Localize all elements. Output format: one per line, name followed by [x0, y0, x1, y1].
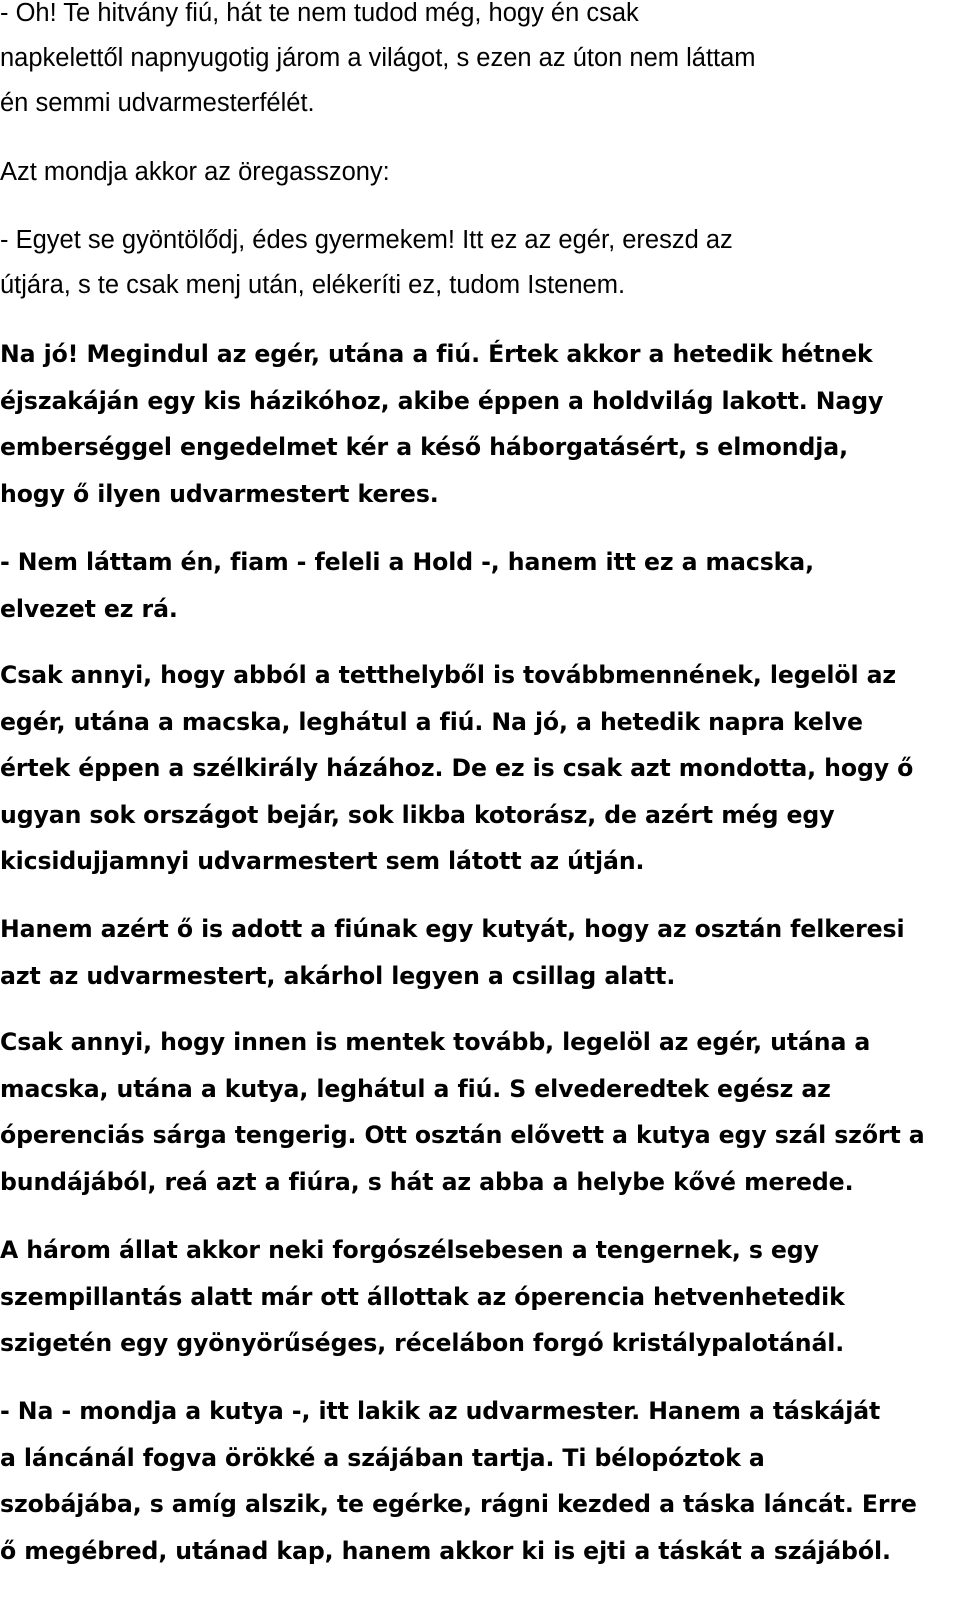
text-line: óperenciás sárga tengerig. Ott osztán elővett a kutya egy szál szőrt a: [0, 1121, 925, 1149]
text-line: bundájából, reá azt a fiúra, s hát az abba a helybe kővé merede.: [0, 1167, 854, 1196]
paragraph-4: [0, 331, 960, 517]
text-line: ugyan sok országot bejár, sok likba kotorász, de azért még egy: [0, 800, 835, 829]
text-line: Na jó! Megindul az egér, utána a fiú. Értek akkor a hetedik hétnek: [0, 340, 873, 368]
text-line: macska, utána a kutya, leghátul a fiú. S elvederedtek egész az: [0, 1074, 831, 1103]
text-line: szempillantás alatt már ott állottak az óperencia hetvenhetedik: [0, 1282, 845, 1311]
text-line: azt az udvarmestert, akárhol legyen a csillag alatt.: [0, 961, 676, 990]
text-line: napkelettől napnyugotig járom a világot, s ezen az úton nem láttam: [0, 44, 756, 72]
paragraph-1: [0, 0, 960, 126]
text-line: Hanem azért ő is adott a fiúnak egy kutyát, hogy az osztán felkeresi: [0, 915, 905, 943]
text-line: A három állat akkor neki forgószélsebesen a tengernek, s egy: [0, 1236, 819, 1264]
paragraph-5: [0, 539, 960, 632]
text-line: ő megébred, utánad kap, hanem akkor ki is ejti a táskát a szájából.: [0, 1536, 891, 1565]
paragraph-7: [0, 906, 960, 999]
paragraph-6: [0, 652, 960, 885]
paragraph-9: [0, 1227, 960, 1367]
text-line: - Oh! Te hitvány fiú, hát te nem tudod még, hogy én csak: [0, 0, 639, 27]
text-line: - Na - mondja a kutya -, itt lakik az udvarmester. Hanem a táskáját: [0, 1397, 881, 1425]
text-line: - Egyet se gyöntölődj, édes gyermekem! Itt ez az egér, ereszd az: [0, 226, 733, 254]
text-line: én semmi udvarmesterfélét.: [0, 89, 315, 117]
paragraph-8: [0, 1019, 960, 1205]
text-line: szigetén egy gyönyörűséges, récelábon forgó kristálypalotánál.: [0, 1329, 845, 1357]
text-line: értek éppen a szélkirály házához. De ez is csak azt mondotta, hogy ő: [0, 754, 914, 782]
paragraph-2: [0, 150, 960, 195]
text-line: éjszakáján egy kis házikóhoz, akibe éppen a holdvilág lakott. Nagy: [0, 386, 884, 415]
text-line: elvezet ez rá.: [0, 594, 178, 623]
paragraph-10: [0, 1388, 960, 1574]
text-line: Csak annyi, hogy innen is mentek tovább, legelöl az egér, utána a: [0, 1028, 871, 1056]
text-line: Azt mondja akkor az öregasszony:: [0, 158, 390, 186]
text-line: a láncánál fogva örökké a szájában tartja. Ti bélopóztok a: [0, 1443, 765, 1472]
text-line: egér, utána a macska, leghátul a fiú. Na jó, a hetedik napra kelve: [0, 707, 863, 736]
text-line: - Nem láttam én, fiam - feleli a Hold -, hanem itt ez a macska,: [0, 548, 814, 576]
paragraph-3: [0, 218, 960, 308]
text-line: útjára, s te csak menj után, elékeríti ez, tudom Istenem.: [0, 271, 626, 299]
text-line: szobájába, s amíg alszik, te egérke, rágni kezded a táska láncát. Erre: [0, 1490, 917, 1518]
text-line: emberséggel engedelmet kér a késő háborgatásért, s elmondja,: [0, 433, 848, 461]
text-line: hogy ő ilyen udvarmestert keres.: [0, 479, 439, 508]
text-line: Csak annyi, hogy abból a tetthelyből is továbbmennének, legelöl az: [0, 661, 897, 689]
text-line: kicsidujjamnyi udvarmestert sem látott az útján.: [0, 847, 645, 875]
